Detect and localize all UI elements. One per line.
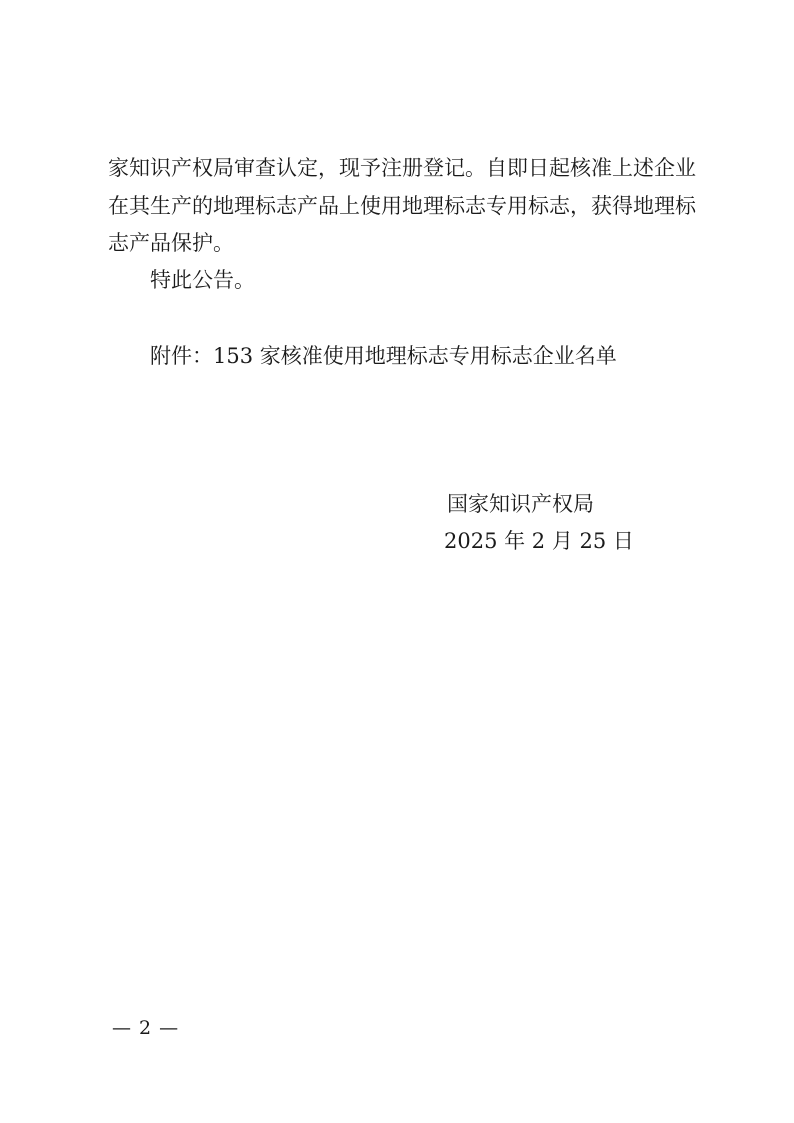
attachment-text: 附件：153 家核准使用地理标志专用标志企业名单 [150,344,617,368]
signature-date: 2025 年 2 月 25 日 [444,529,634,553]
page-number: — 2 — [112,1017,180,1039]
signature-organization: 国家知识产权局 [447,492,594,516]
paragraph-line-2: 在其生产的地理标志产品上使用地理标志专用标志，获得地理标 [108,194,696,218]
notice-text: 特此公告。 [150,268,255,292]
paragraph-line-1: 家知识产权局审查认定，现予注册登记。自即日起核准上述企业 [108,156,696,180]
paragraph-line-3: 志产品保护。 [108,231,234,255]
